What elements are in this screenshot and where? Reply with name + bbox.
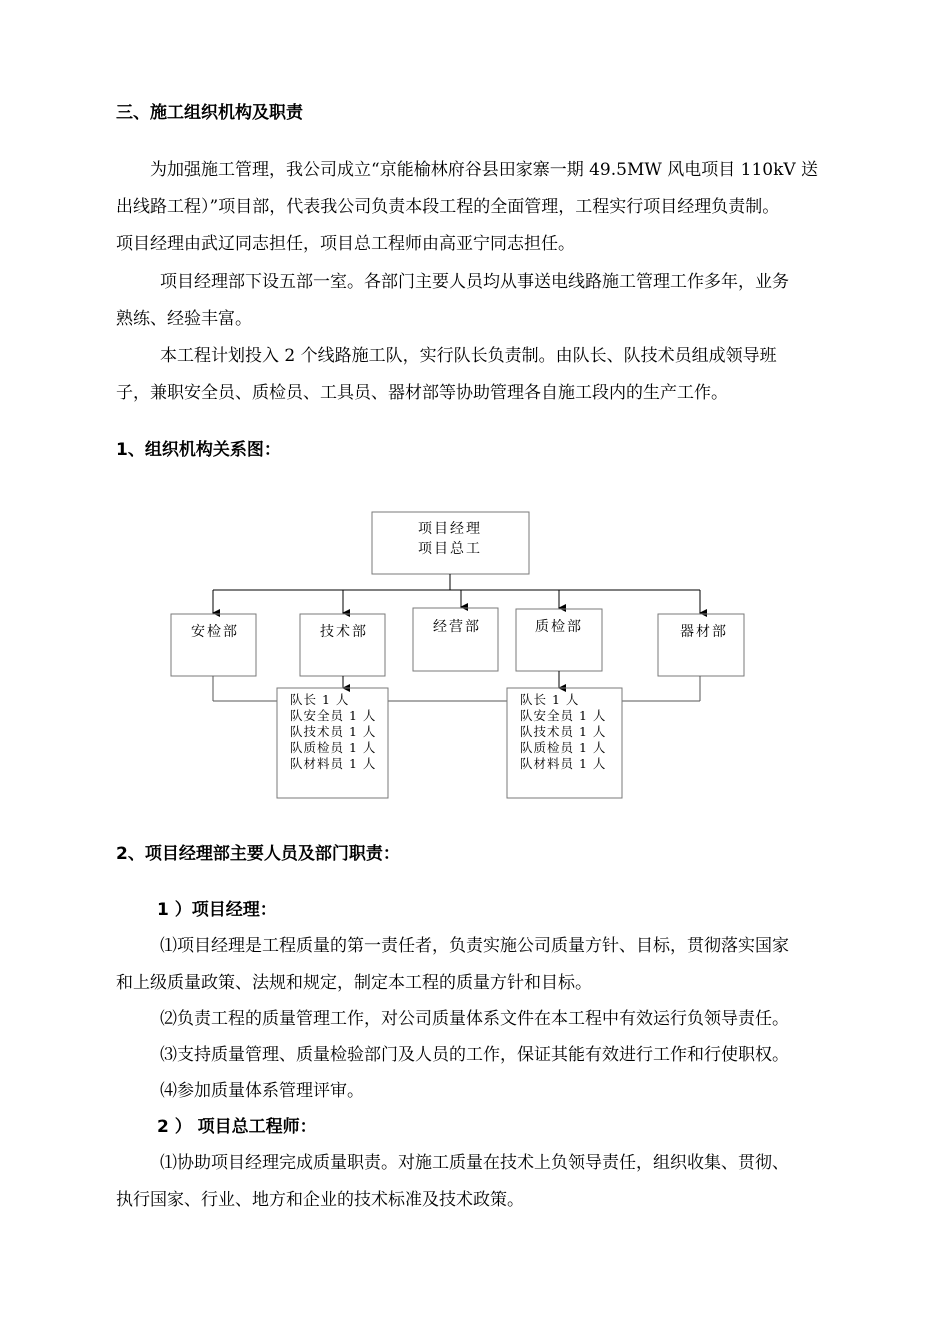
team-left-line: 队材料员 1 人	[290, 756, 377, 771]
intro-line: 出线路工程）”项目部，代表我公司负责本段工程的全面管理，工程实行项目经理负责制。	[116, 197, 780, 217]
pm-line: ⑷参加质量体系管理评审。	[160, 1081, 364, 1101]
team-right-line: 队质检员 1 人	[520, 740, 607, 755]
intro-line: 为加强施工管理，我公司成立“京能榆林府谷县田家寨一期 49.5MW 风电项目 110kV 送	[150, 160, 819, 180]
team-right-line: 队长 1 人	[520, 692, 580, 707]
pm-line: ⑶支持质量管理、质量检验部门及人员的工作，保证其能有效进行工作和行使职权。	[160, 1045, 789, 1065]
top-box-line: 项目总工	[418, 541, 482, 557]
ce-heading: 2 ） 项目总工程师：	[157, 1117, 317, 1137]
pm-heading: 1 ）项目经理：	[157, 900, 277, 920]
dept-jishu: 技术部	[320, 624, 368, 640]
intro-line: 子，兼职安全员、质检员、工具员、器材部等协助管理各自施工段内的生产工作。	[116, 383, 728, 403]
pm-line: ⑵负责工程的质量管理工作，对公司质量体系文件在本工程中有效运行负领导责任。	[160, 1009, 789, 1029]
team-left-line: 队质检员 1 人	[290, 740, 377, 755]
team-left-line: 队安全员 1 人	[290, 708, 377, 723]
team-right-line: 队技术员 1 人	[520, 724, 607, 739]
duties-heading: 2、项目经理部主要人员及部门职责：	[116, 844, 400, 864]
top-box-line: 项目经理	[418, 521, 482, 537]
dept-jingying: 经营部	[433, 619, 481, 635]
team-right-line: 队安全员 1 人	[520, 708, 607, 723]
team-left-line: 队技术员 1 人	[290, 724, 377, 739]
team-left-line: 队长 1 人	[290, 692, 350, 707]
intro-line: 本工程计划投入 2 个线路施工队，实行队长负责制。由队长、队技术员组成领导班	[160, 346, 777, 366]
pm-line: 和上级质量政策、法规和规定，制定本工程的质量方针和目标。	[116, 973, 592, 993]
ce-line: ⑴协助项目经理完成质量职责。对施工质量在技术上负领导责任，组织收集、贯彻、	[160, 1153, 789, 1173]
intro-line: 项目经理部下设五部一室。各部门主要人员均从事送电线路施工管理工作多年，业务	[160, 272, 789, 292]
intro-line: 熟练、经验丰富。	[116, 309, 252, 329]
org-chart-heading: 1、组织机构关系图：	[116, 440, 281, 460]
intro-line: 项目经理由武辽同志担任，项目总工程师由高亚宁同志担任。	[116, 234, 575, 254]
dept-anjian: 安检部	[191, 624, 239, 640]
section-heading: 三、施工组织机构及职责	[116, 103, 303, 123]
dept-zhijian: 质检部	[535, 619, 583, 635]
pm-line: ⑴项目经理是工程质量的第一责任者，负责实施公司质量方针、目标，贯彻落实国家	[160, 936, 789, 956]
ce-line: 执行国家、行业、地方和企业的技术标准及技术政策。	[116, 1190, 524, 1210]
dept-qicai: 器材部	[680, 624, 728, 640]
team-right-line: 队材料员 1 人	[520, 756, 607, 771]
